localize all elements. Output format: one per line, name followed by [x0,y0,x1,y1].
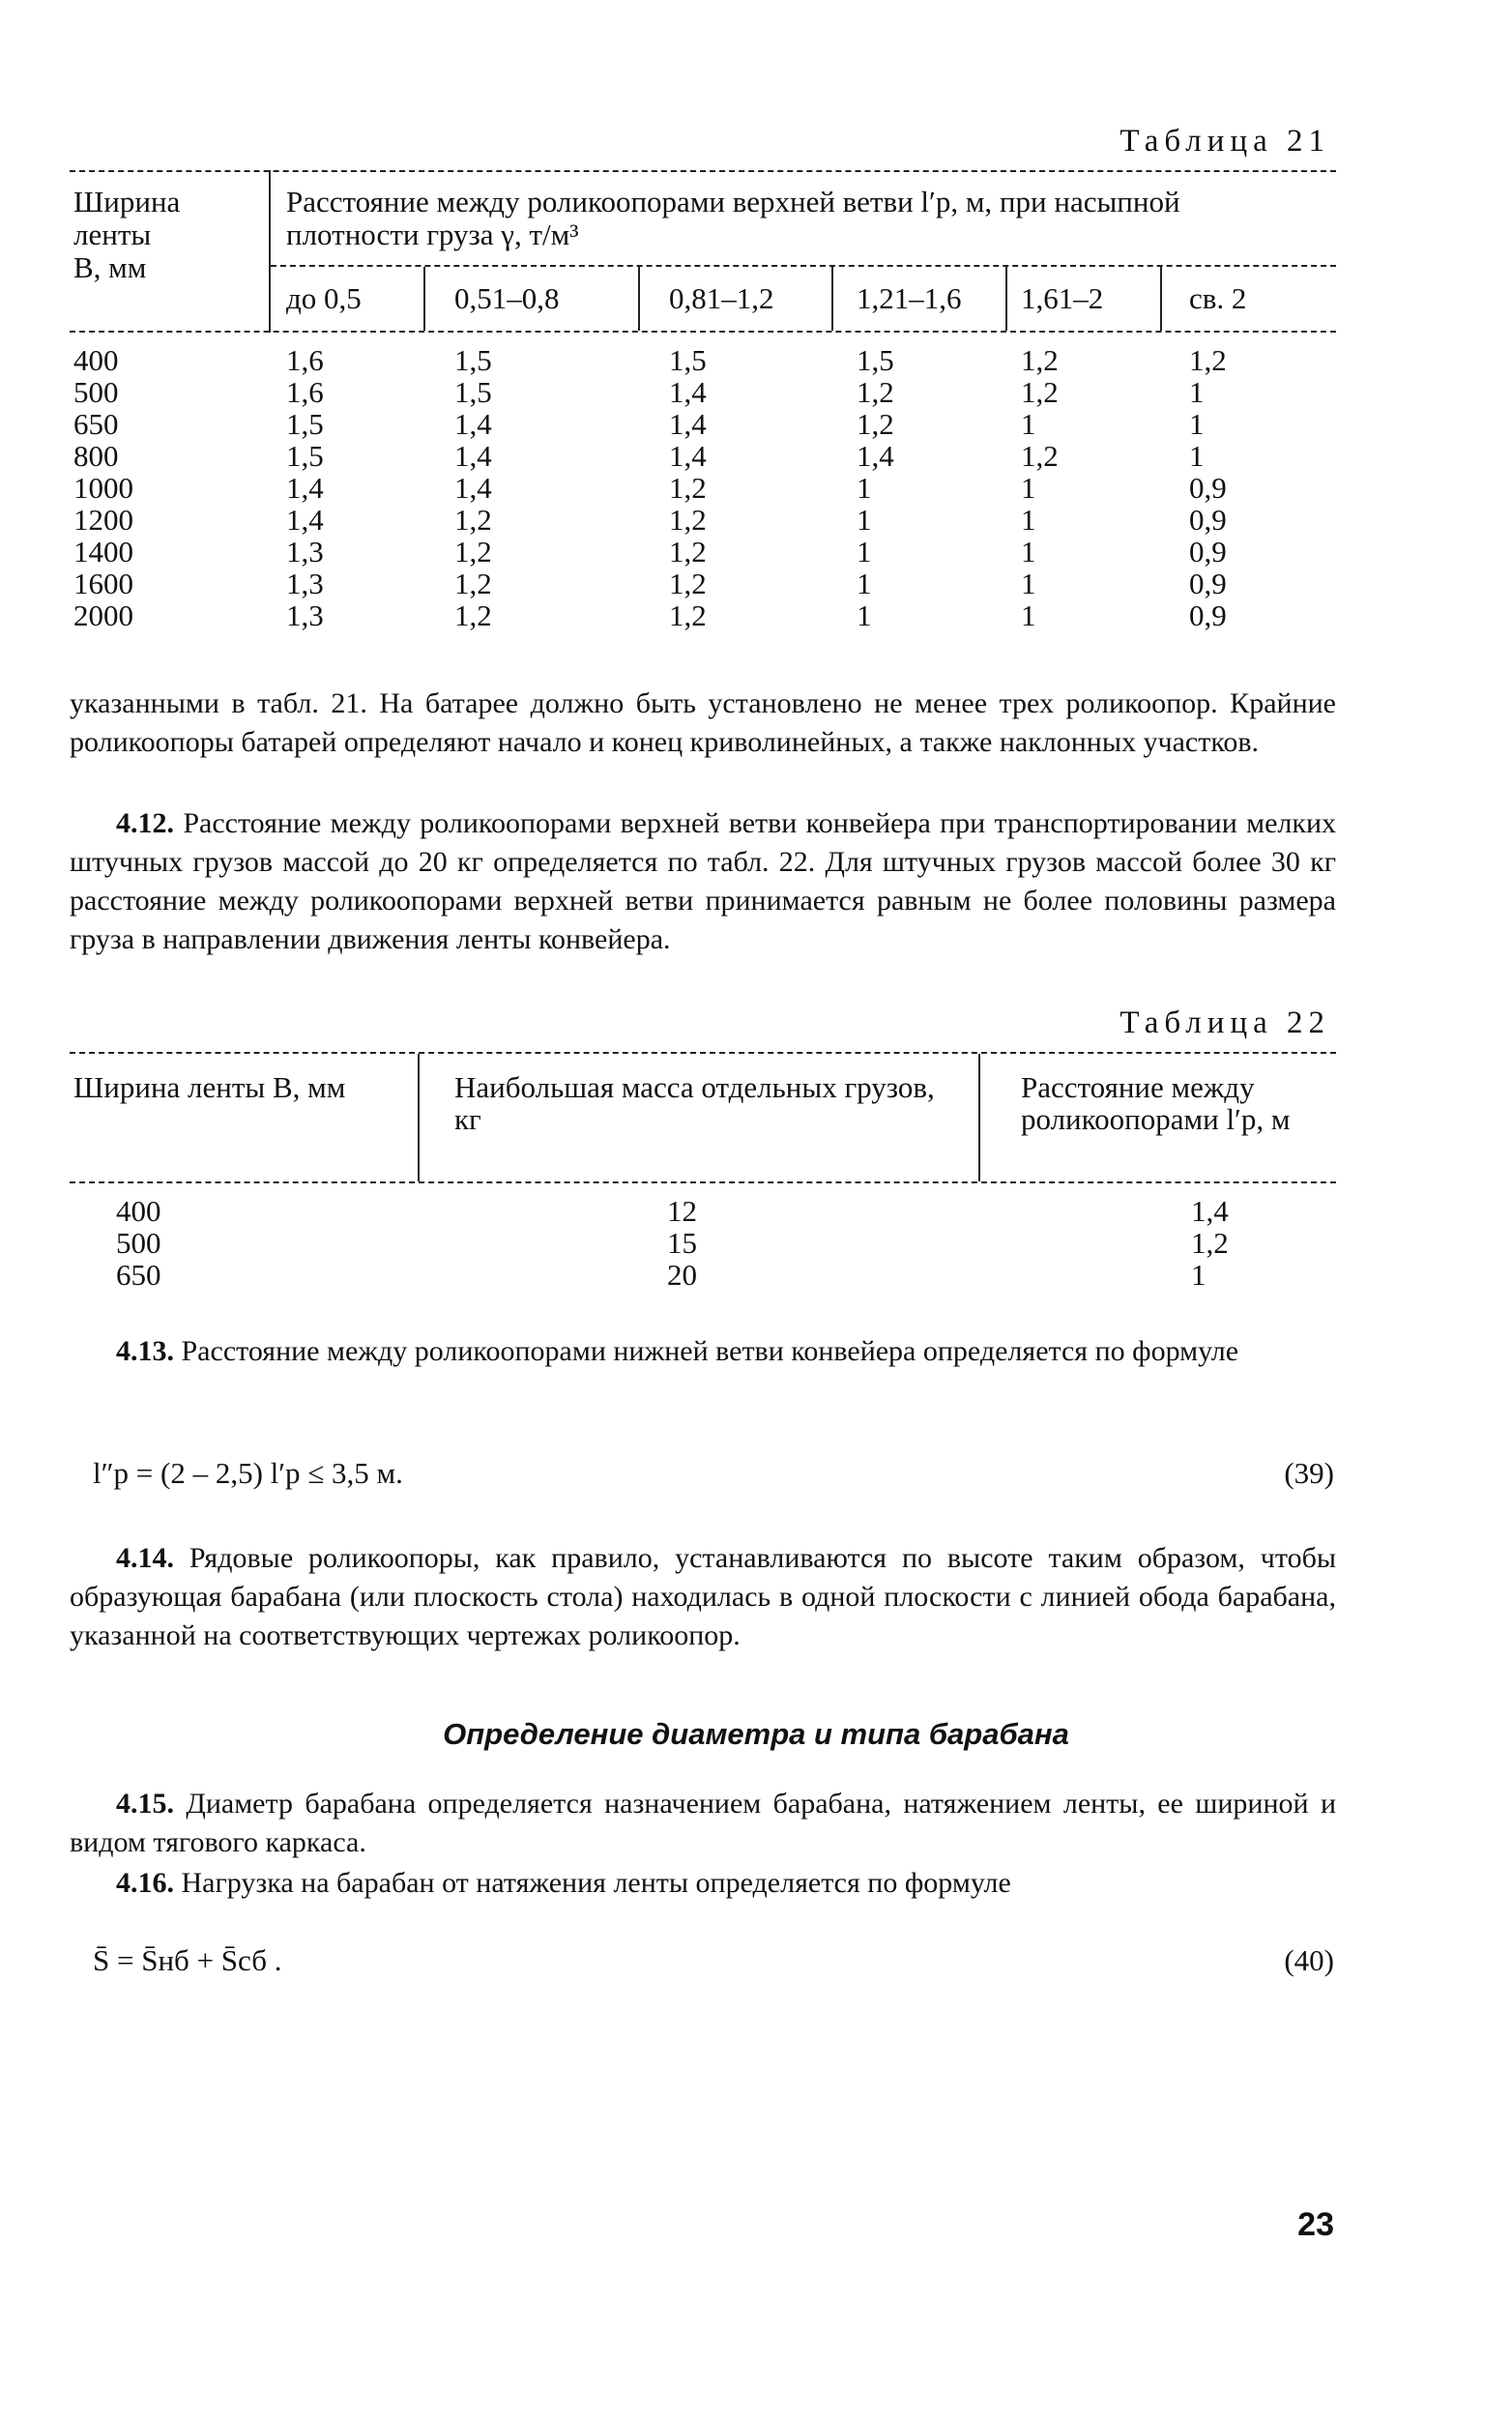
table-cell: 1,5 [857,343,894,377]
table-cell: 1,5 [286,407,324,441]
paragraph-4-12 [70,804,1336,959]
paragraph-number: 4.13. [116,1335,174,1367]
table-cell: 1,6 [286,375,324,409]
table21-head-main-line1: Расстояние между роликоопорами верхней ветви l′р, м, при насыпной [286,185,1180,218]
table-cell: 1,4 [286,471,324,505]
paragraph-4-15 [70,1785,1336,1862]
formula-40-number: (40) [1284,1943,1334,1977]
table-cell: 1 [857,567,872,600]
table-cell: 1 [857,598,872,632]
formula-40: S̄ = S̄нб + S̄сб . [93,1943,282,1977]
table21-subhead-2: 0,51–0,8 [454,281,560,315]
formula-39: l″р = (2 – 2,5) l′р ≤ 3,5 м. [93,1456,403,1490]
table22-caption: Таблица 22 [1119,1005,1330,1040]
table-cell: 1,5 [669,343,707,377]
table-cell: 1,2 [1021,343,1059,377]
page-number: 23 [1297,2206,1334,2243]
paragraph-number: 4.12. [116,807,174,839]
paragraph-4-13 [70,1332,1336,1371]
table22-top-rule [70,1052,1336,1054]
table-cell: 400 [116,1194,161,1228]
table-cell: 1 [857,503,872,537]
table-cell: 1,2 [1021,439,1059,473]
table21-caption: Таблица 21 [1119,124,1330,159]
table-cell: 1 [1021,407,1036,441]
table-cell: 1,3 [286,535,324,568]
table21-subhead-5: 1,61–2 [1021,281,1104,315]
table-cell: 0,9 [1189,471,1227,505]
table21-sub-divider-3 [831,267,833,331]
table-cell: 1 [1021,471,1036,505]
table-cell: 1,4 [454,439,492,473]
table21-sub-divider-5 [1160,267,1162,331]
table-cell: 1,2 [857,375,894,409]
table-cell: 1,2 [669,567,707,600]
table21-header-bottom-rule [70,331,1336,333]
table-cell: 1 [1189,407,1205,441]
table-cell: 500 [116,1226,161,1260]
table-cell: 2000 [73,598,133,632]
table-cell: 1,2 [669,471,707,505]
table-cell: 1 [1021,503,1036,537]
table-cell: 1,2 [1021,375,1059,409]
paragraph-number: 4.15. [116,1788,174,1820]
table21-mid-rule [271,265,1336,267]
table-cell: 1 [1021,598,1036,632]
paragraph-number: 4.14. [116,1542,174,1574]
table-cell: 1,4 [1191,1194,1229,1228]
table-cell: 1,5 [454,343,492,377]
table21-top-rule [70,170,1336,172]
table-cell: 1600 [73,567,133,600]
table-cell: 1,2 [669,535,707,568]
section-heading: Определение диаметра и типа барабана [443,1717,1069,1751]
table-cell: 1 [1021,567,1036,600]
table-cell: 1,4 [857,439,894,473]
table-cell: 1,2 [669,503,707,537]
table-cell: 1,3 [286,567,324,600]
table-cell: 1,2 [1191,1226,1229,1260]
table21-subhead-4: 1,21–1,6 [857,281,962,315]
table-cell: 1400 [73,535,133,568]
table-cell: 1 [1191,1258,1207,1292]
table21-head-col1-line1: Ширина [73,185,181,218]
table-cell: 650 [73,407,119,441]
table-cell: 1,3 [286,598,324,632]
table-cell: 1,4 [454,471,492,505]
table-cell: 650 [116,1258,161,1292]
table-cell: 1,5 [286,439,324,473]
table-cell: 1 [1189,439,1205,473]
paragraph-number: 4.16. [116,1867,174,1899]
table-cell: 20 [667,1258,697,1292]
table22-col-divider-1 [418,1054,420,1181]
table21-subhead-3: 0,81–1,2 [669,281,774,315]
table-cell: 400 [73,343,119,377]
table22-header-bottom-rule [70,1181,1336,1183]
table21-subhead-6: св. 2 [1189,281,1247,315]
table-cell: 500 [73,375,119,409]
table21-sub-divider-2 [638,267,640,331]
table22-col-divider-2 [978,1054,980,1181]
table-cell: 1 [857,471,872,505]
table-cell: 1,4 [454,407,492,441]
paragraph-text: Расстояние между роликоопорами нижней ветви конвейера определяется по формуле [181,1335,1239,1367]
paragraph-4-16 [70,1864,1336,1903]
paragraph-text: Диаметр барабана определяется назначением барабана, натяжением ленты, ее шириной и видом тягового каркаса. [70,1788,1337,1858]
table-cell: 1,4 [669,375,707,409]
table-cell: 1 [1021,535,1036,568]
table-cell: 1,2 [669,598,707,632]
table-cell: 1000 [73,471,133,505]
table-cell: 1,2 [1189,343,1227,377]
table21-sub-divider-1 [423,267,425,331]
table22-header-3: Расстояние между роликоопорами l′р, м [1021,1070,1291,1136]
table-cell: 1 [1189,375,1205,409]
table22-header-2: Наибольшая масса отдельных грузов, кг [454,1070,935,1136]
table-cell: 0,9 [1189,598,1227,632]
table-cell: 1,4 [669,439,707,473]
table-cell: 800 [73,439,119,473]
table-cell: 1,2 [454,598,492,632]
paragraph-text: Нагрузка на барабан от натяжения ленты определяется по формуле [181,1867,1011,1899]
paragraph-text: Расстояние между роликоопорами верхней ветви конвейера при транспортировании мелких штучных грузов массой до 20 кг определяется по табл. 22. Для штучных грузов массой более 30 кг расстояние между роликоопорами верхней ветви принимается равным не более половины размера груза в направлении движения ленты конвейера. [70,807,1336,955]
table-cell: 1200 [73,503,133,537]
table21-head-col1-line3: B, мм [73,250,147,284]
table-cell: 1,5 [454,375,492,409]
table-cell: 1,2 [454,503,492,537]
paragraph-text: Рядовые роликоопоры, как правило, устанавливаются по высоте таким образом, чтобы образующая барабана (или плоскость стола) находилась в одной плоскости с линией обода барабана, указанной на соответствующих чертежах роликоопор. [70,1542,1336,1651]
table21-head-col1-line2: ленты [73,218,152,251]
table-cell: 12 [667,1194,697,1228]
paragraph-continuation: указанными в табл. 21. На батарее должно быть установлено не менее трех роликоопор. Крайние роликоопоры батарей определяют начало и конец криволинейных, а также наклонных участков. [70,687,1336,758]
table21-col-divider [269,170,271,333]
table22-header-1: Ширина ленты B, мм [73,1070,346,1104]
table-cell: 1,2 [857,407,894,441]
table-cell: 0,9 [1189,567,1227,600]
paragraph-4-14 [70,1539,1336,1655]
table-cell: 1,4 [286,503,324,537]
table-cell: 1 [857,535,872,568]
table-cell: 0,9 [1189,535,1227,568]
table-cell: 1,2 [454,535,492,568]
formula-39-number: (39) [1284,1456,1334,1490]
table21-head-main-line2: плотности груза γ, т/м³ [286,218,579,251]
table-cell: 1,6 [286,343,324,377]
table-cell: 15 [667,1226,697,1260]
table21-subhead-1: до 0,5 [286,281,362,315]
table21-sub-divider-4 [1005,267,1007,331]
table-cell: 0,9 [1189,503,1227,537]
table-cell: 1,2 [454,567,492,600]
table-cell: 1,4 [669,407,707,441]
